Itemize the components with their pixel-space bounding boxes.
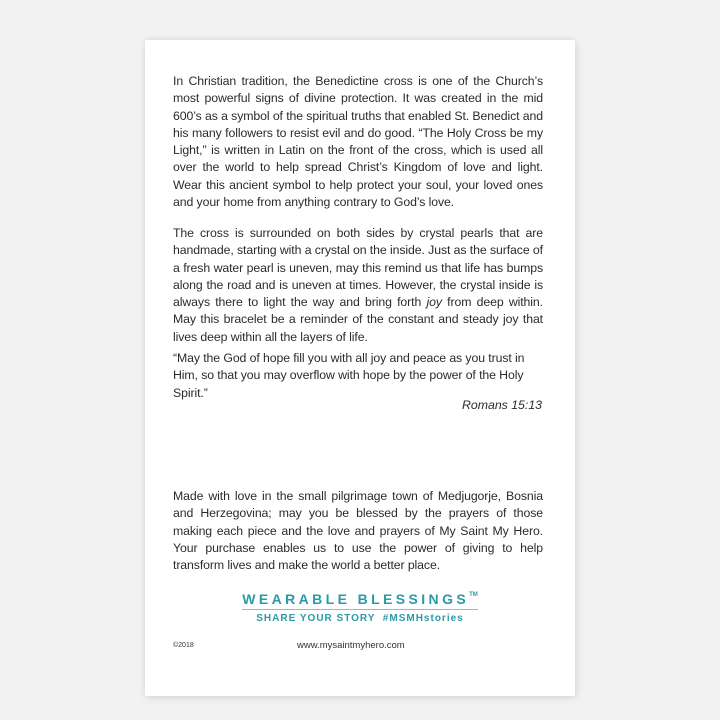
copyright: ©2018 bbox=[173, 642, 194, 649]
paragraph-crystal-pearls bbox=[173, 225, 543, 346]
website-link[interactable]: www.mysaintmyhero.com bbox=[297, 640, 405, 651]
brand-title-text: WEARABLE BLESSINGS bbox=[242, 591, 470, 607]
info-card bbox=[145, 40, 575, 696]
brand-title bbox=[242, 591, 478, 610]
bible-verse: “May the God of hope fill you with all joy and peace as you trust in Him, so that you may overflow with hope by the power of the Holy Spirit.” bbox=[173, 351, 525, 400]
paragraph-benedictine-cross: In Christian tradition, the Benedictine cross is one of the Church’s most powerful signs of divine protection. It was created in the mid 600’s as a symbol of the spiritual truths that enabled St. Benedict and his many followers to resist evil and do good. “The Holy Cross be my Light,” is written in Latin on the front of the cross, which is used all over the world to help spread Christ’s Kingdom of love and light. Wear this ancient symbol to help protect your soul, your loved ones and your home from anything contrary to God’s love. bbox=[173, 74, 544, 210]
brand-block bbox=[145, 591, 575, 624]
brand-subtitle: SHARE YOUR STORY #MSMHstories bbox=[256, 613, 464, 624]
paragraph-2-text-a: The cross is surrounded on both sides by crystal pearls that are handmade, starting with a crystal on the inside. Just as the surface of a fresh water pearl is uneven, may this remind us that life has bumps along the road and is uneven at times. However, the crystal inside is always there to light the way and bring forth bbox=[173, 226, 543, 310]
paragraph-made-with-love: Made with love in the small pilgrimage town of Medjugorje, Bosnia and Herzegovina; may you be blessed by the prayers of those making each piece and the love and prayers of My Saint My Hero. Your purchase enables us to use the power of giving to help transform lives and make the world a better place. bbox=[173, 489, 543, 573]
trademark-mark: TM bbox=[469, 592, 478, 598]
verse-reference: Romans 15:13 bbox=[462, 398, 542, 412]
paragraph-2-text-b: from deep within. May this bracelet be a reminder of the constant and steady joy that lives deep within all the layers of life. bbox=[173, 295, 543, 344]
joy-emphasis: joy bbox=[426, 295, 442, 310]
